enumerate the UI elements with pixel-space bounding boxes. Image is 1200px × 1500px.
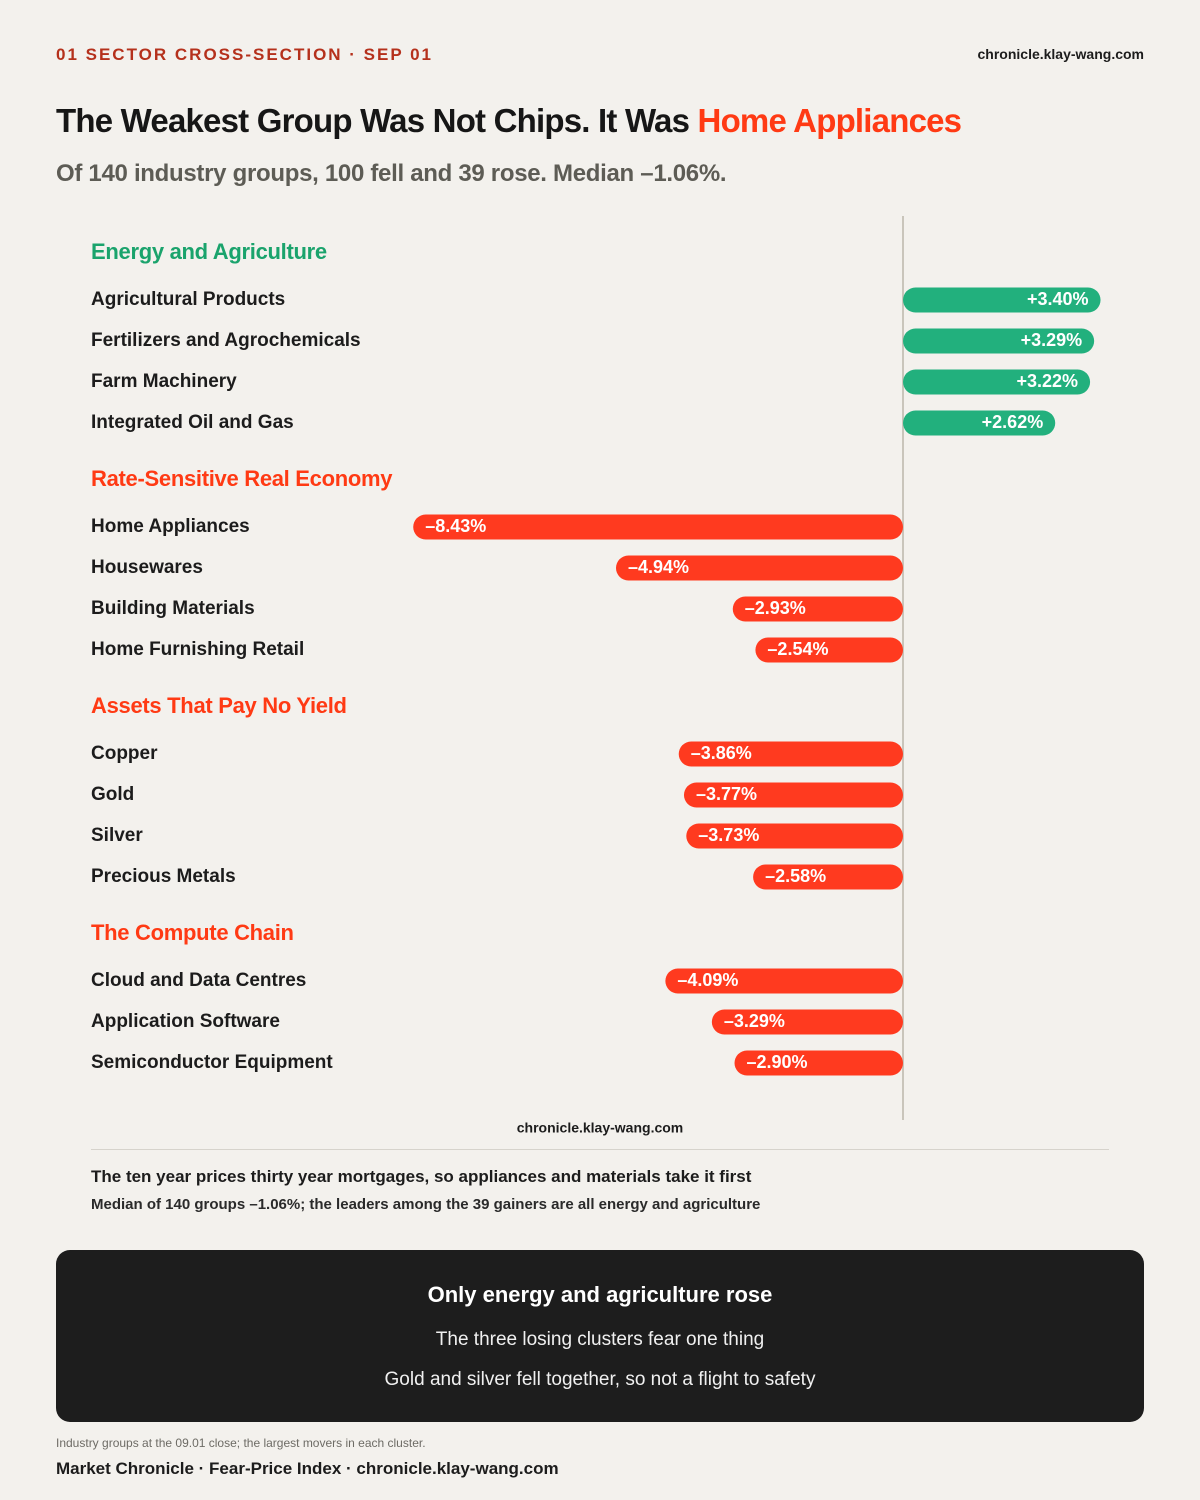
- category-label: Housewares: [91, 557, 203, 579]
- category-label: Copper: [91, 743, 158, 765]
- chart-note-main: The ten year prices thirty year mortgages, so appliances and materials take it first: [91, 1167, 752, 1186]
- kicker: 01 SECTOR CROSS-SECTION · SEP 01: [56, 45, 434, 64]
- category-label: Precious Metals: [91, 866, 236, 888]
- divider: [91, 1149, 1109, 1150]
- chart-note-sub: Median of 140 groups –1.06%; the leaders among the 39 gainers are all energy and agriculture: [91, 1196, 761, 1213]
- headline-highlight: Home Appliances: [697, 102, 962, 139]
- headline-prefix: The Weakest Group Was Not Chips. It Was: [56, 102, 698, 139]
- data-label: –2.90%: [746, 1051, 808, 1072]
- data-label: –8.43%: [425, 515, 487, 536]
- sector-bar-chart: [0, 210, 1200, 1150]
- summary-callout: [56, 1250, 1144, 1422]
- headline: [56, 102, 961, 140]
- data-label: –3.29%: [723, 1010, 785, 1031]
- group-heading: The Compute Chain: [91, 919, 294, 945]
- callout-line-1: The three losing clusters fear one thing: [435, 1329, 765, 1350]
- footer-note: Industry groups at the 09.01 close; the largest movers in each cluster.: [56, 1436, 426, 1450]
- callout-line-2: Gold and silver fell together, so not a flight to safety: [384, 1369, 816, 1390]
- data-label: –2.54%: [767, 638, 829, 659]
- category-label: Farm Machinery: [91, 371, 237, 393]
- category-label: Cloud and Data Centres: [91, 970, 307, 992]
- chart-watermark: chronicle.klay-wang.com: [516, 1119, 684, 1136]
- category-label: Agricultural Products: [91, 289, 286, 311]
- data-label: –2.93%: [744, 597, 806, 618]
- group-heading: Rate-Sensitive Real Economy: [91, 465, 393, 491]
- group-heading: Energy and Agriculture: [91, 238, 327, 264]
- subtitle: Of 140 industry groups, 100 fell and 39 rose. Median –1.06%.: [56, 160, 727, 187]
- data-label: –2.58%: [765, 865, 827, 886]
- data-label: +3.40%: [1026, 288, 1089, 309]
- category-label: Semiconductor Equipment: [91, 1052, 333, 1074]
- data-label: –3.73%: [698, 824, 760, 845]
- data-label: –3.77%: [695, 783, 758, 804]
- site-link-top[interactable]: chronicle.klay-wang.com: [977, 46, 1144, 62]
- data-label: +3.29%: [1020, 329, 1083, 350]
- category-label: Home Appliances: [91, 516, 250, 538]
- category-label: Building Materials: [91, 598, 255, 620]
- category-label: Application Software: [91, 1011, 280, 1033]
- callout-title: Only energy and agriculture rose: [427, 1282, 773, 1307]
- group-heading: Assets That Pay No Yield: [91, 692, 347, 718]
- data-label: –4.94%: [627, 556, 690, 577]
- data-label: –3.86%: [690, 742, 752, 763]
- data-label: –4.09%: [677, 969, 739, 990]
- category-label: Silver: [91, 825, 143, 847]
- data-label: +3.22%: [1016, 370, 1079, 391]
- data-label: +2.62%: [981, 411, 1044, 432]
- footer-brand: Market Chronicle · Fear-Price Index · chronicle.klay-wang.com: [56, 1459, 559, 1478]
- category-label: Integrated Oil and Gas: [91, 412, 294, 434]
- category-label: Gold: [91, 784, 135, 806]
- category-label: Home Furnishing Retail: [91, 639, 305, 661]
- category-label: Fertilizers and Agrochemicals: [91, 330, 361, 352]
- bar: [413, 515, 903, 540]
